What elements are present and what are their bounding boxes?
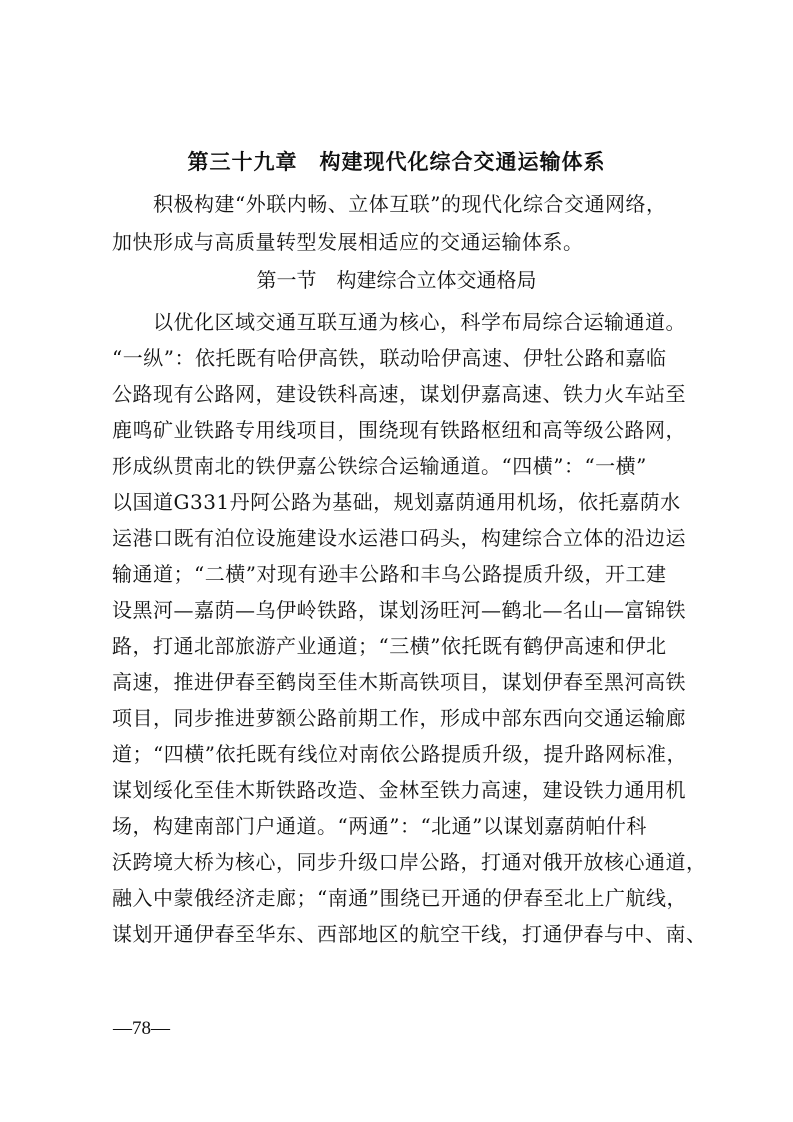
- intro-line: 积极构建“外联内畅、立体互联”的现代化综合交通网络，: [112, 192, 667, 216]
- body-line: 公路现有公路网，建设铁科高速，谋划伊嘉高速、铁力火车站至: [112, 382, 686, 406]
- body-line: 项目，同步推进萝额公路前期工作，形成中部东西向交通运输廊: [112, 706, 686, 730]
- body-line: 以优化区域交通互联互通为核心，科学布局综合运输通道。: [112, 310, 686, 334]
- body-line: 路，打通北部旅游产业通道；“三横”依托既有鹤伊高速和伊北: [112, 634, 667, 658]
- body-line: 高速，推进伊春至鹤岗至佳木斯高铁项目，谋划伊春至黑河高铁: [112, 670, 686, 694]
- body-line: 设黑河—嘉荫—乌伊岭铁路，谋划汤旺河—鹤北—名山—富锦铁: [112, 598, 686, 622]
- body-line: 输通道；“二横”对现有逊丰公路和丰乌公路提质升级，开工建: [112, 562, 667, 586]
- body-line: 鹿鸣矿业铁路专用线项目，围绕现有铁路枢纽和高等级公路网，: [112, 418, 686, 442]
- body-line: 谋划绥化至佳木斯铁路改造、金林至铁力高速，建设铁力通用机: [112, 778, 686, 802]
- body-line: 道；“四横”依托既有线位对南依公路提质升级，提升路网标准，: [112, 742, 687, 766]
- body-line: 沃跨境大桥为核心，同步升级口岸公路，打通对俄开放核心通道，: [112, 850, 707, 874]
- chapter-title: 第三十九章 构建现代化综合交通运输体系: [187, 149, 606, 174]
- page-number: —78—: [113, 1018, 170, 1039]
- body-line: 场，构建南部门户通道。“两通”：“北通”以谋划嘉荫帕什科: [112, 814, 647, 838]
- section-title: 第一节 构建综合立体交通格局: [256, 268, 537, 292]
- body-line: “一纵”：依托既有哈伊高铁，联动哈伊高速、伊牡公路和嘉临: [112, 346, 667, 370]
- body-line: 融入中蒙俄经济走廊；“南通”围绕已开通的伊春至北上广航线，: [112, 886, 687, 910]
- body-line: 以国道G331丹阿公路为基础，规划嘉荫通用机场，依托嘉荫水: [112, 490, 681, 514]
- body-line: 形成纵贯南北的铁伊嘉公铁综合运输通道。“四横”：“一横”: [112, 454, 647, 478]
- body-line: 运港口既有泊位设施建设水运港口码头，构建综合立体的沿边运: [112, 526, 686, 550]
- intro-line: 加快形成与高质量转型发展相适应的交通运输体系。: [112, 230, 584, 254]
- body-line: 谋划开通伊春至华东、西部地区的航空干线，打通伊春与中、南、: [112, 922, 707, 946]
